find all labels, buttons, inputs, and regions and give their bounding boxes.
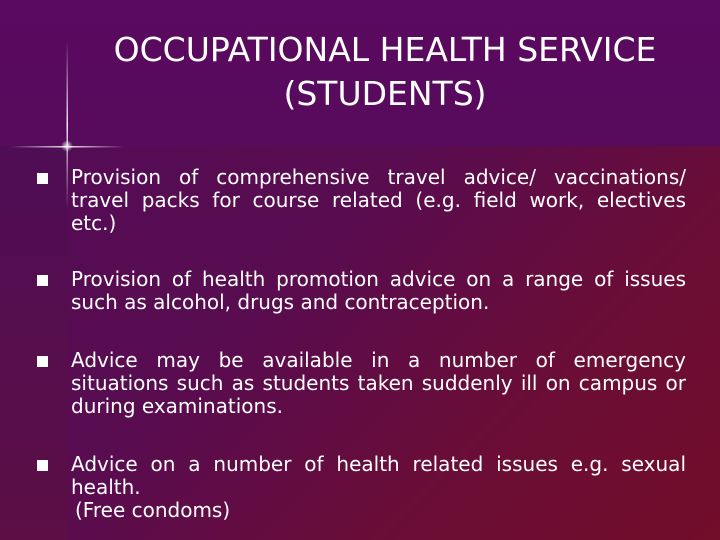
title-line-2: (STUDENTS) <box>283 74 487 113</box>
square-bullet-icon <box>37 275 48 286</box>
square-bullet-icon <box>37 173 48 184</box>
title-line-1: OCCUPATIONAL HEALTH SERVICE <box>113 30 657 69</box>
square-bullet-icon <box>37 356 48 367</box>
bullet-text: Advice on a number of health related issues e.g. sexual health. <box>71 452 686 499</box>
slide-title <box>40 28 720 116</box>
bullet-text: Provision of health promotion advice on a range of issues such as alcohol, drugs and contraception. <box>71 267 686 314</box>
bullet-text: Advice may be available in a number of emergency situations such as students taken suddenly ill on campus or during examinations. <box>71 348 686 418</box>
bullet-text-container <box>71 453 686 522</box>
bullet-text: Provision of comprehensive travel advice/ vaccinations/ travel packs for course related (e.g. field work, electives etc.) <box>71 165 686 235</box>
left-decorative-strip <box>0 146 68 540</box>
bullet-note-free-condoms: (Free condoms) <box>75 498 231 522</box>
square-bullet-icon <box>37 460 48 471</box>
